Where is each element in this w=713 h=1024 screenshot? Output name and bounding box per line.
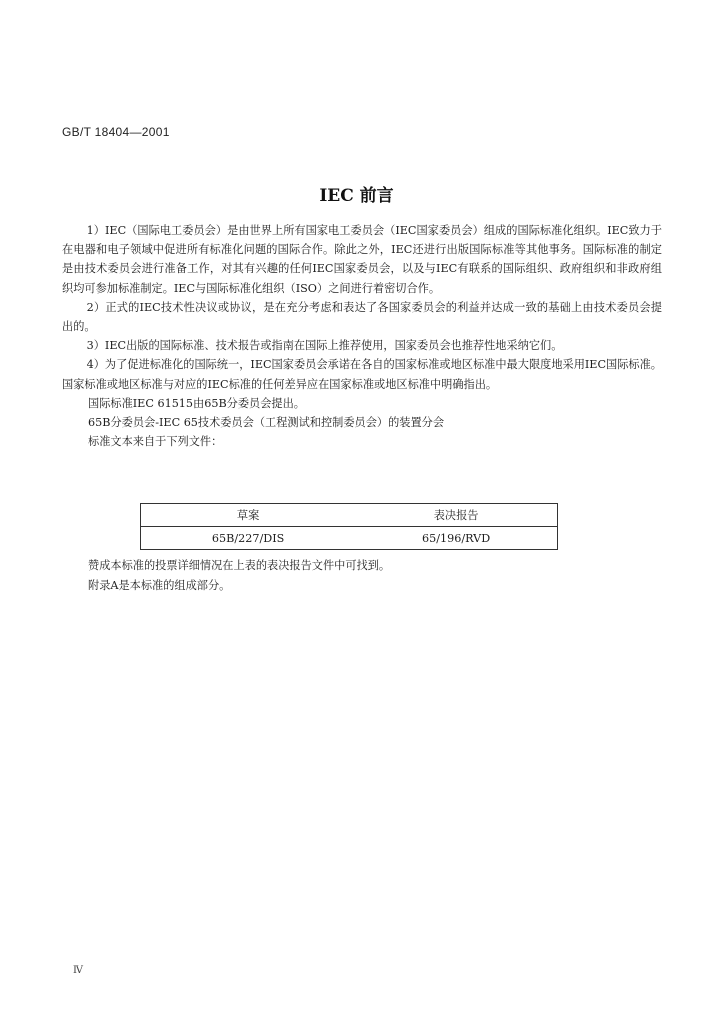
table-cell-draft: 65B/227/DIS (141, 527, 356, 550)
line-source-documents: 标准文本来自于下列文件： (88, 435, 223, 449)
after-table-notes (62, 556, 662, 595)
line-proposed-by: 国际标准IEC 61515由65B分委员会提出。 (88, 396, 305, 410)
page-number: Ⅳ (73, 965, 83, 976)
table-header-draft: 草案 (141, 504, 356, 527)
paragraph-2: 2）正式的IEC技术性决议或协议，是在充分考虑和表达了各国家委员会的利益并达成一致的基础上由技术委员会提出的。 (62, 300, 662, 334)
table-row (141, 527, 558, 550)
standard-code: GB/T 18404—2001 (62, 125, 170, 139)
table-header-row (141, 504, 558, 527)
page-title: IEC 前言 (319, 186, 394, 206)
table-header-voting-report: 表决报告 (355, 504, 557, 527)
table-cell-voting-report: 65/196/RVD (355, 527, 557, 550)
line-annex-note: 附录A是本标准的组成部分。 (88, 578, 231, 592)
voting-documents-table (140, 503, 558, 550)
foreword-body (62, 221, 662, 451)
paragraph-3: 3）IEC出版的国际标准、技术报告或指南在国际上推荐使用，国家委员会也推荐性地采纳它们。 (86, 339, 563, 353)
paragraph-1: 1）IEC（国际电工委员会）是由世界上所有国家电工委员会（IEC国家委员会）组成的国际标准化组织。IEC致力于在电器和电子领域中促进所有标准化问题的国际合作。除此之外，IEC还进行出版国际标准等其他事务。国际标准的制定是由技术委员会进行准备工作，对其有兴趣的任何IEC国家委员会，以及与IEC有联系的国际组织、政府组织和非政府组织均可参加标准制定。IEC与国际标准化组织（ISO）之间进行着密切合作。 (62, 224, 662, 295)
line-voting-details: 赞成本标准的投票详细情况在上表的表决报告文件中可找到。 (88, 559, 391, 572)
line-subcommittee: 65B分委员会-IEC 65技术委员会（工程测试和控制委员会）的装置分会 (88, 416, 445, 430)
paragraph-4: 4）为了促进标准化的国际统一，IEC国家委员会承诺在各自的国家标准或地区标准中最大限度地采用IEC国际标准。国家标准或地区标准与对应的IEC标准的任何差异应在国家标准或地区标准中明确指出。 (62, 358, 662, 391)
